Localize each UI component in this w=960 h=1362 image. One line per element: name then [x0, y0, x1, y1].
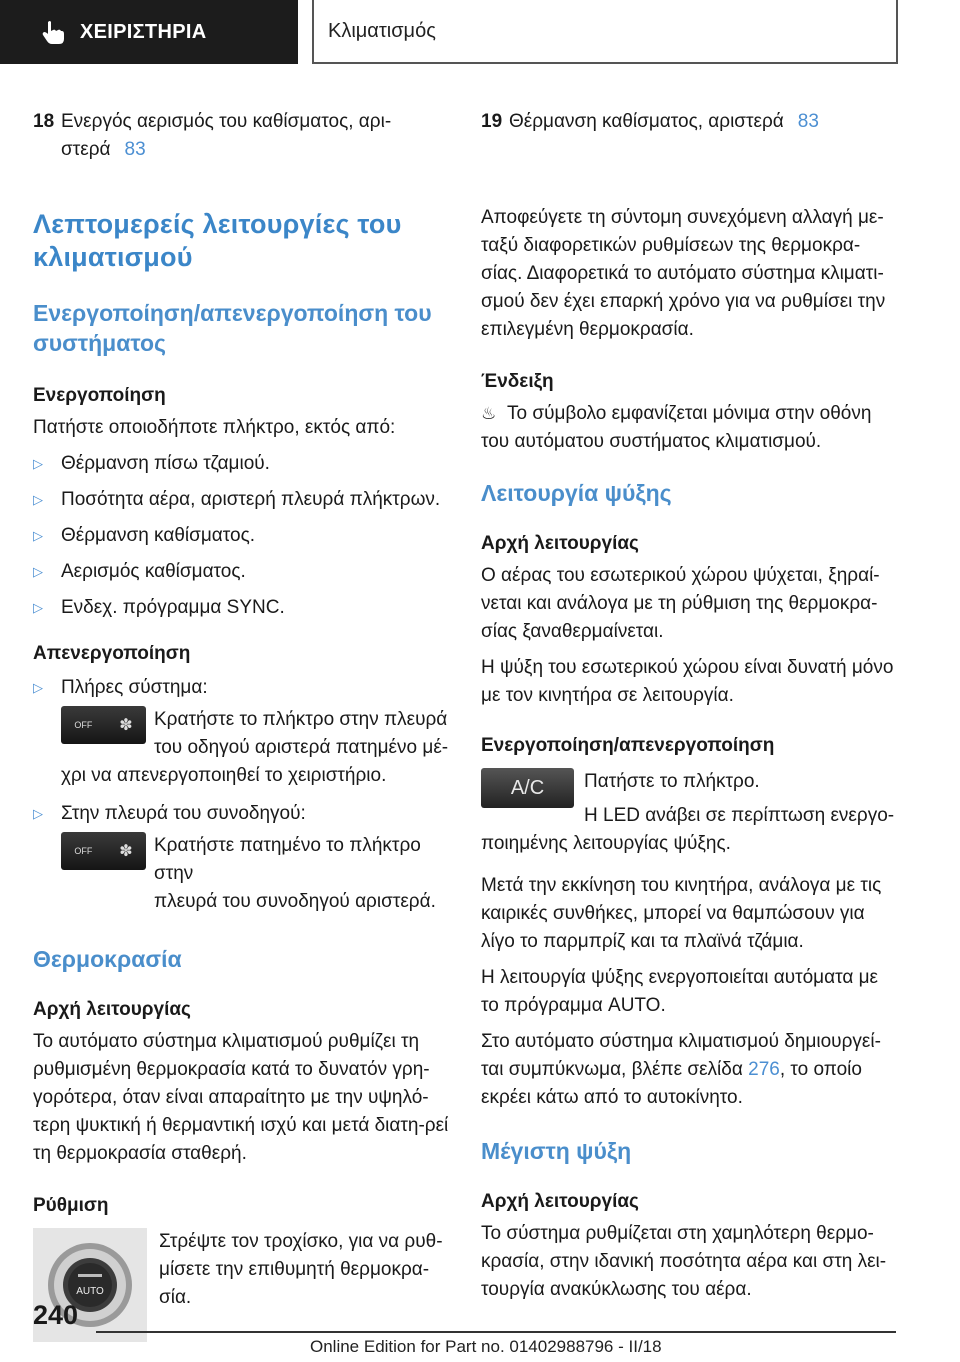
off-fan-button-image: [61, 832, 146, 870]
subsection-heading-temperature: Θερμοκρασία: [33, 946, 182, 972]
triangle-bullet-icon: ▷: [33, 492, 43, 507]
ac-button-row: A/C Πατήστε το πλήκτρο. Η LED ανάβει σε περίπτωση ενεργο-: [481, 768, 899, 830]
list-item: ▷ Θέρμανση καθίσματος.: [33, 522, 453, 550]
chapter-tab-label: Κλιματισμός: [328, 19, 436, 42]
page-link-276[interactable]: 276: [748, 1059, 780, 1080]
section-tab-controls: [0, 0, 298, 64]
temp-principle-text: Το αυτόματο σύστημα κλιματισμού ρυθμίζει τη ρυθμισμένη θερμοκρασία κατά το δυνατόν γρη-γορότερα, όταν είναι απαραίτητο με την υψηλό-τερη ψυκτική ή θερμαντική ισχύ και μετά διατη-ρεί τη θερμοκρασία σταθερή.: [33, 1031, 449, 1164]
triangle-bullet-icon: ▷: [33, 564, 43, 579]
triangle-bullet-icon: ▷: [33, 528, 43, 543]
heading-deactivation: Απενεργοποίηση: [33, 643, 191, 664]
heading-cool-onoff: Ενεργοποίηση/απενεργοποίηση: [481, 735, 775, 756]
heading-cool-principle: Αρχή λειτουργίας: [481, 533, 639, 554]
off-label-icon: OFF: [74, 720, 93, 730]
right-column: 19 Θέρμανση καθίσματος, αριστερά 83 Αποφεύγετε τη σύντομη συνεχόμενη αλλαγή με-ταξύ διαφορετικών ρυθμίσεων της θερμοκρα-σίας. Διαφορετικά το αυτόματο σύστημα κλιματι-σμού δεν έχει επαρκή χρόνο για να ρυθμίσει την επιλεγμένη θερμοκρασία. Ένδειξη ♨ Το σύμβολο εμφανίζεται μόνιμα στην οθόνη του αυτόματου συστήματος κλιματισμού. Λειτουργία ψύξης Αρχή λειτουργίας Ο αέρας του εσωτερικού χώρου ψύχεται, ξηραί-νεται και ανάλογα με τη ρύθμιση της θερμοκρα-σίας ξαναθερμαίνεται. Η ψύξη του εσωτερικού χώρου είναι δυνατή μόνο με τον κινητήρα σε λειτουργία. Ενεργοποίηση/απενεργοποίηση A/C Πατήστε το πλήκτρο. Η LED ανάβει σε περίπτωση ενεργο- ποιημένης λειτουργίας ψύξης. Μετά την εκκίνηση του κινητήρα, ανάλογα με τις καιρικές συνθήκες, μπορεί να θαμπώσουν για λίγο το παρμπρίζ και τα πλαϊνά τζάμια. Η λειτουργία ψύξης ενεργοποιείται αυτόματα με το πρόγραμμα AUTO. Στο αυτόματο σύστημα κλιματισμού δημιουργεί-ται συμπύκνωμα, βλέπε σελίδα 276, το οποίο εκρέει κάτω από το αυτοκίνητο. Μέγιστη ψύξη Αρχή λειτουργίας Το σύστημα ρυθμίζεται στη χαμηλότερη θερμο-κρασία, στην ιδανική ποσότητα αέρα και στη λει-τουργία ανακύκλωσης του αέρα.: [481, 108, 899, 1304]
activation-list: [33, 450, 453, 622]
list-item: ▷ Ποσότητα αέρα, αριστερή πλευρά πλήκτρων.: [33, 486, 453, 514]
footer-divider: [96, 1331, 896, 1333]
hand-pointer-icon: [40, 19, 66, 45]
page-link-83[interactable]: 83: [124, 139, 146, 160]
heading-indication: Ένδειξη: [481, 371, 554, 392]
activation-intro: Πατήστε οποιοδήποτε πλήκτρο, εκτός από:: [33, 417, 396, 438]
chapter-tab: [312, 0, 898, 64]
section-tab-label: ΧΕΙΡΙΣΤΗΡΙΑ: [80, 20, 207, 43]
knob-auto-label: AUTO: [76, 1285, 104, 1297]
list-item: ▷ Στην πλευρά του συνοδηγού:: [33, 800, 453, 828]
ac-button-image: A/C: [481, 768, 574, 808]
triangle-bullet-icon: ▷: [33, 600, 43, 615]
list-item: ▷ Αερισμός καθίσματος.: [33, 558, 453, 586]
section-heading-details: Λεπτομερείς λειτουργίες του κλιματισμού: [33, 209, 402, 272]
subsection-heading-max-cooling: Μέγιστη ψύξη: [481, 1138, 632, 1164]
deactivation-step-2: OFF ✽ Κρατήστε πατημένο το πλήκτρο στην πλευρά του συνοδηγού αριστερά.: [33, 832, 453, 916]
heading-setting: Ρύθμιση: [33, 1195, 109, 1216]
page-number: 240: [33, 1300, 79, 1330]
subsection-heading-cooling: Λειτουργία ψύξης: [481, 480, 672, 506]
fan-icon: ✽: [119, 843, 133, 860]
setting-row: AUTO Στρέψτε τον τροχίσκο, για να ρυθ- μίσετε την επιθυμητή θερμοκρα- σία.: [33, 1228, 453, 1342]
numbered-item-19: 19 Θέρμανση καθίσματος, αριστερά 83: [481, 111, 819, 132]
indication-text: ♨ Το σύμβολο εμφανίζεται μόνιμα στην οθόνη του αυτόματου συστήματος κλιματισμού.: [481, 400, 899, 456]
triangle-bullet-icon: ▷: [33, 456, 43, 471]
triangle-bullet-icon: ▷: [33, 806, 43, 821]
list-item: ▷ Πλήρες σύστημα:: [33, 674, 453, 702]
heat-waves-icon: ♨: [481, 404, 497, 423]
heading-temp-principle: Αρχή λειτουργίας: [33, 999, 191, 1020]
off-label-icon: OFF: [74, 846, 93, 856]
heading-activation: Ενεργοποίηση: [33, 385, 166, 406]
list-item: ▷ Θέρμανση πίσω τζαμιού.: [33, 450, 453, 478]
left-column: 18 Ενεργός αερισμός του καθίσματος, αρι- στερά 83 Λεπτομερείς λειτουργίες του κλιματισμού Ενεργοποίηση/απενεργοποίηση του συστήματος Ενεργοποίηση Πατήστε οποιοδήποτε πλήκτρο, εκτός από: ▷ Θέρμανση πίσω τζαμιού. ▷ Ποσότητα αέρα, αριστερή πλευρά πλήκτρων. ▷ Θέρμανση καθίσματος. ▷ Αερισμός καθίσματος. ▷ Ενδεχ. πρόγραμμα SYNC. Απενεργοποίηση ▷ Πλήρες σύστημα: OFF ✽ Κρατήστε το πλήκτρο στην πλευρά του οδηγού αριστερά πατημένο μέ- χρι να απενεργοποιηθεί το χειριστήριο. ▷ Στην πλευρά του συνοδηγού: OFF ✽ Κρατήστε πατημένο το πλήκτρο στην πλευρά του συνοδηγού αριστερά. Θερμοκρασία Αρχή λειτουργίας Το αυτόματο σύστημα κλιματισμού ρυθμίζει τη ρυθμισμένη θερμοκρασία κατά το δυνατόν γρη-γορότερα, όταν είναι απαραίτητο με την υψηλό-τερη ψυκτική ή θερμαντική ισχύ και μετά διατη-ρεί τη θερμοκρασία σταθερή. Ρύθμιση AUTO Στρέψτε τον τροχίσκο, για να ρυθ- μίσετε την επιθυμητή θερμοκρα- σία.: [33, 108, 453, 1342]
list-item: ▷ Ενδεχ. πρόγραμμα SYNC.: [33, 594, 453, 622]
subsection-heading-activation: Ενεργοποίηση/απενεργοποίηση του συστήματος: [33, 300, 432, 356]
deactivation-step-1: OFF ✽ Κρατήστε το πλήκτρο στην πλευρά του οδηγού αριστερά πατημένο μέ-: [33, 706, 453, 762]
page-header: [0, 0, 960, 66]
edition-text: Online Edition for Part no. 01402988796 - II/18: [310, 1337, 662, 1356]
triangle-bullet-icon: ▷: [33, 680, 43, 695]
fan-icon: ✽: [119, 717, 133, 734]
numbered-item-18: 18 Ενεργός αερισμός του καθίσματος, αρι- στερά 83: [33, 111, 392, 160]
off-fan-button-image: [61, 706, 146, 744]
page-link-83[interactable]: 83: [797, 111, 819, 132]
heading-max-principle: Αρχή λειτουργίας: [481, 1191, 639, 1212]
temperature-advice: Αποφεύγετε τη σύντομη συνεχόμενη αλλαγή με-ταξύ διαφορετικών ρυθμίσεων της θερμοκρα-σίας. Διαφορετικά το αυτόματο σύστημα κλιματι-σμού δεν έχει επαρκή χρόνο για να ρυθμίσει την επιλεγμένη θερμοκρασία.: [481, 207, 886, 340]
